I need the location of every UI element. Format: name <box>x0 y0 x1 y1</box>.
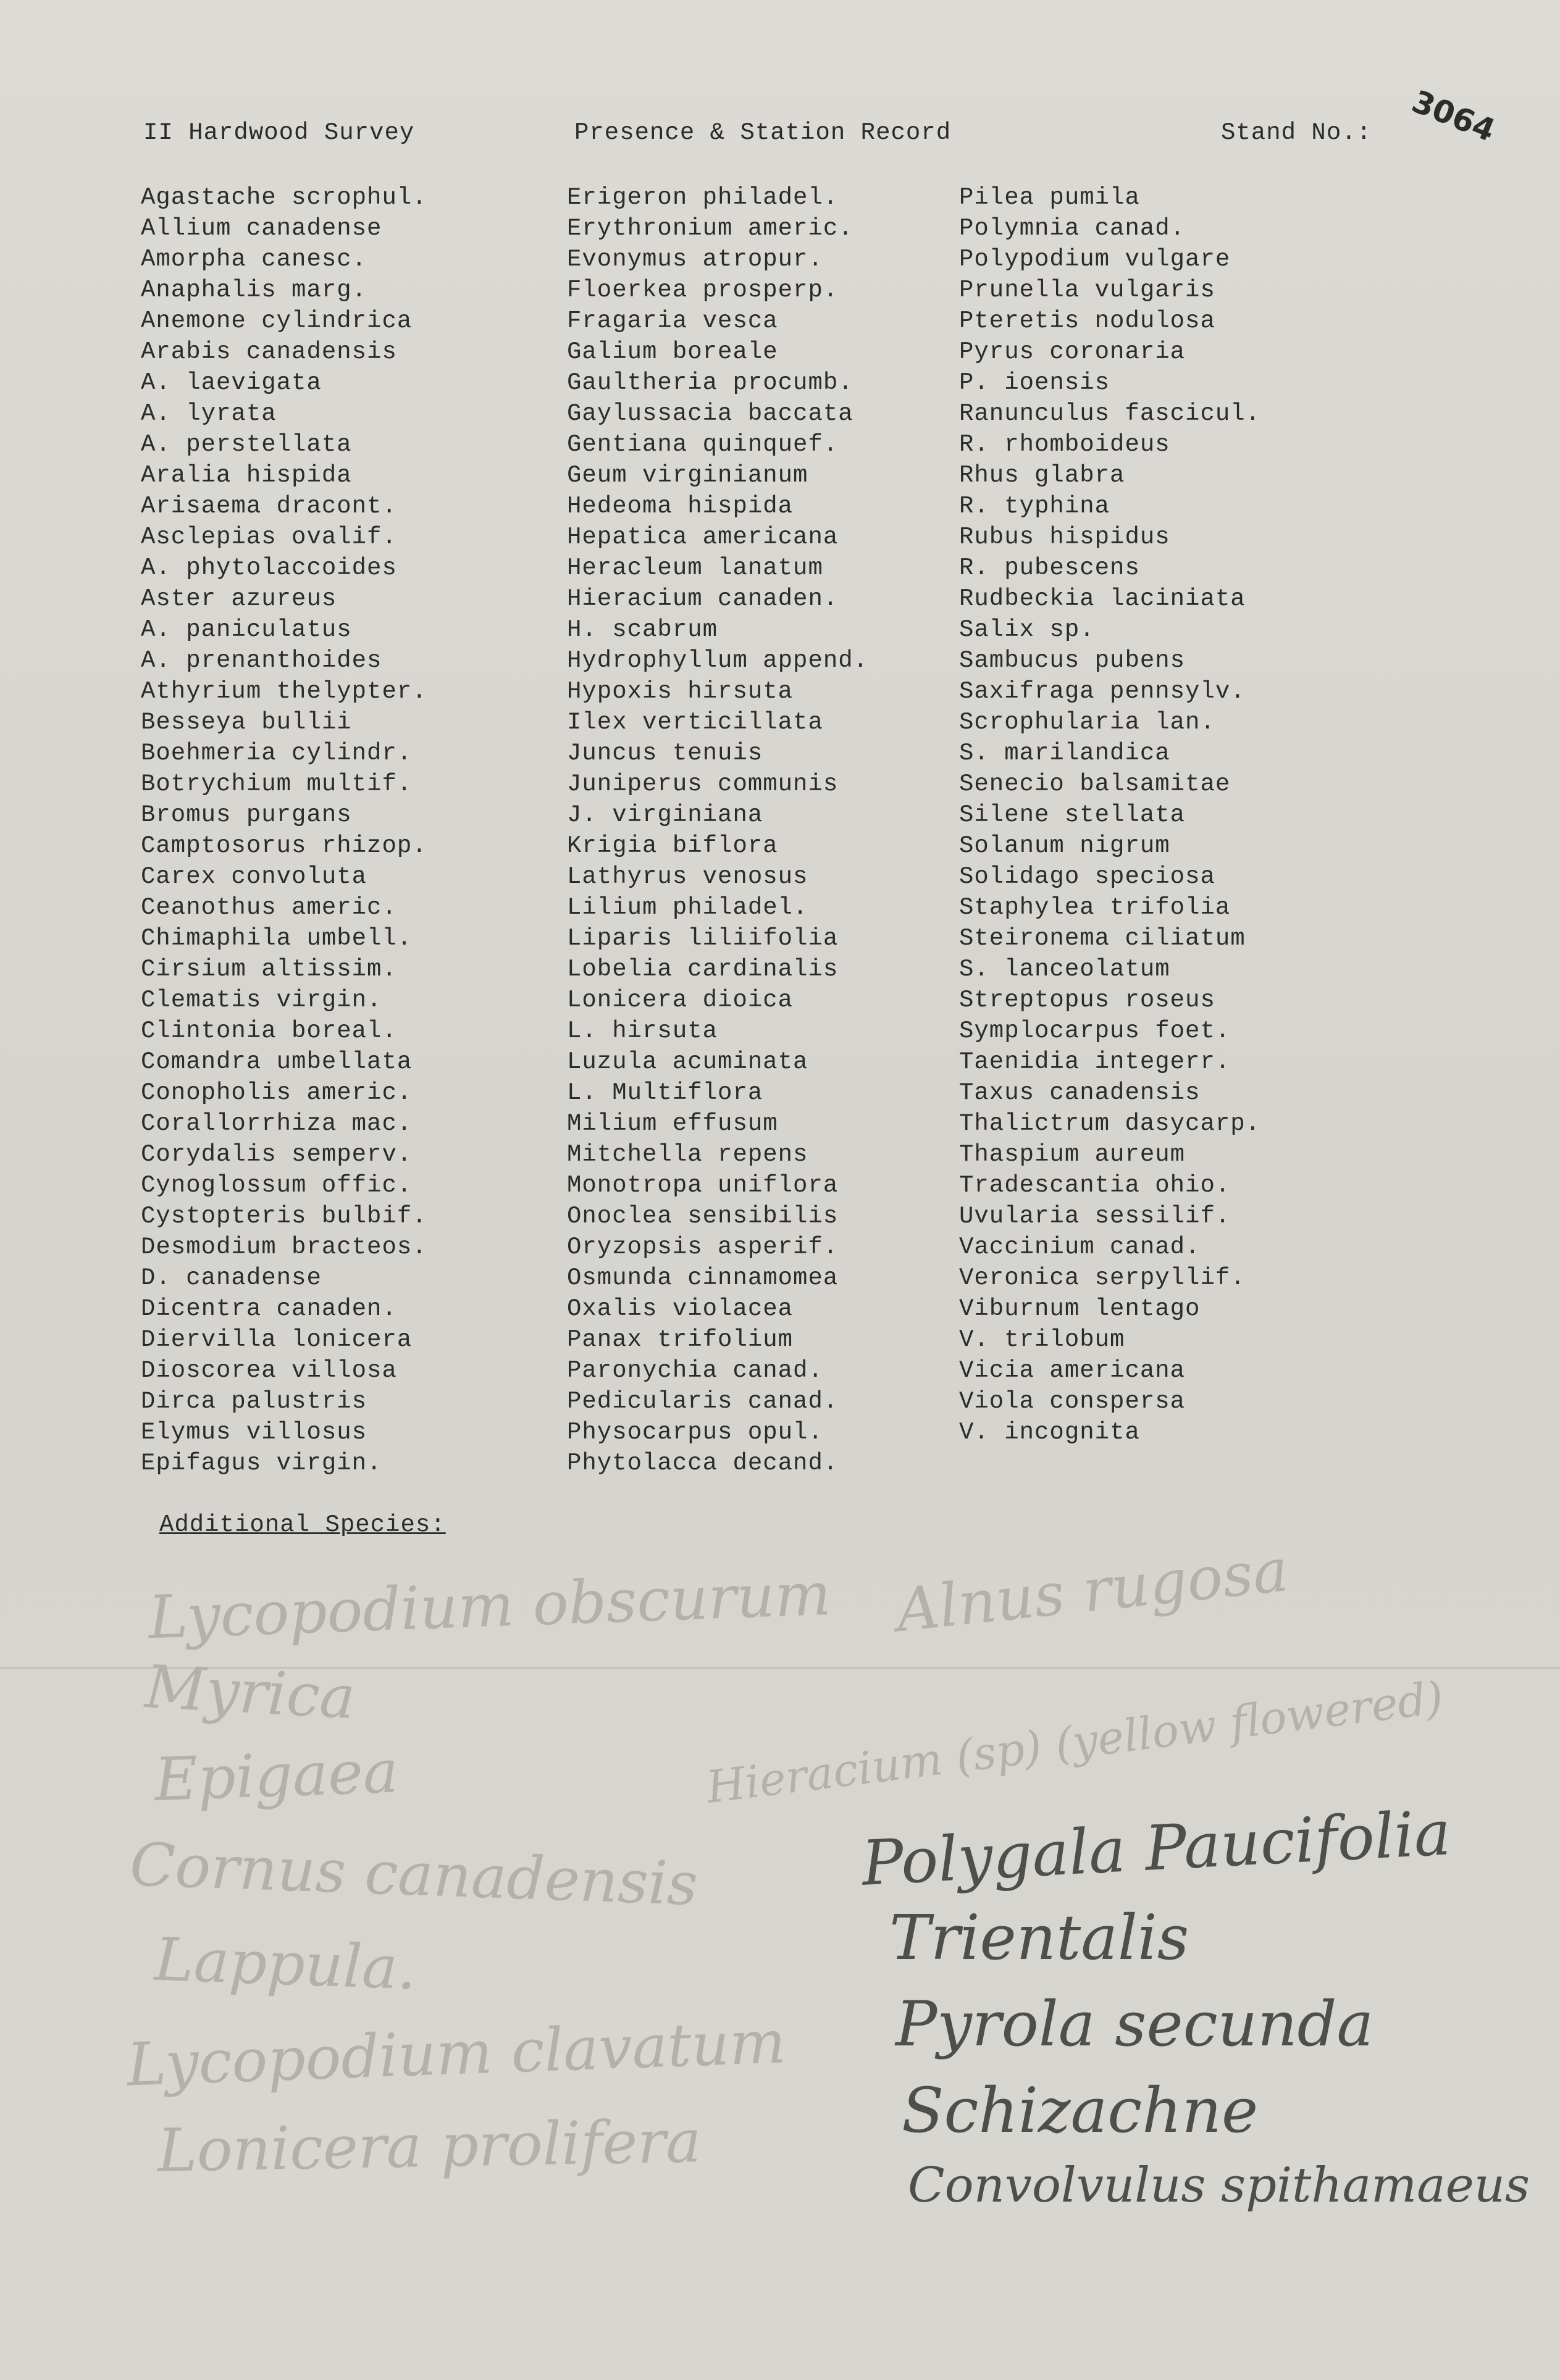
species-entry: Dioscorea villosa <box>141 1357 397 1384</box>
species-entry: Aster azureus <box>141 585 337 612</box>
species-entry: Milium effusum <box>567 1110 778 1137</box>
species-entry: Pilea pumila <box>959 184 1140 211</box>
species-entry: Paronychia canad. <box>567 1357 823 1384</box>
species-entry: H. scabrum <box>567 616 718 643</box>
species-entry: Gaultheria procumb. <box>567 369 853 396</box>
record-title: Presence & Station Record <box>574 119 952 146</box>
species-entry: Vicia americana <box>959 1357 1186 1384</box>
species-entry: Viburnum lentago <box>959 1295 1201 1322</box>
species-entry: Krigia biflora <box>567 832 778 859</box>
species-entry: Allium canadense <box>141 215 382 242</box>
handwritten-species: Pyrola secunda <box>895 1988 1374 2060</box>
species-entry: Dicentra canaden. <box>141 1295 397 1322</box>
handwritten-species: Myrica <box>143 1652 357 1732</box>
species-entry: Ceanothus americ. <box>141 894 397 921</box>
species-entry: Pedicularis canad. <box>567 1388 839 1415</box>
species-entry: Erigeron philadel. <box>567 184 839 211</box>
species-entry: D. canadense <box>141 1264 322 1292</box>
species-entry: Pyrus coronaria <box>959 338 1186 365</box>
species-entry: Corydalis semperv. <box>141 1141 413 1168</box>
species-entry: Cynoglossum offic. <box>141 1172 413 1199</box>
handwritten-species: Lycopodium clavatum <box>125 2007 787 2100</box>
species-entry: Physocarpus opul. <box>567 1419 823 1446</box>
species-entry: Liparis liliifolia <box>567 925 839 952</box>
species-entry: Steironema ciliatum <box>959 925 1246 952</box>
survey-title: II Hardwood Survey <box>143 119 415 146</box>
species-entry: Elymus villosus <box>141 1419 367 1446</box>
species-entry: Hypoxis hirsuta <box>567 678 794 705</box>
species-entry: Aralia hispida <box>141 462 352 489</box>
species-entry: Fragaria vesca <box>567 307 778 335</box>
species-entry: Pteretis nodulosa <box>959 307 1215 335</box>
species-entry: Gaylussacia baccata <box>567 400 853 427</box>
species-entry: Rubus hispidus <box>959 524 1170 551</box>
species-entry: Mitchella repens <box>567 1141 808 1168</box>
species-entry: Comandra umbellata <box>141 1048 413 1075</box>
species-entry: Phytolacca decand. <box>567 1450 839 1477</box>
species-entry: Evonymus atropur. <box>567 246 823 273</box>
species-entry: Dirca palustris <box>141 1388 367 1415</box>
species-entry: Silene stellata <box>959 801 1186 829</box>
handwritten-species: Polygala Paucifolia <box>860 1797 1453 1900</box>
species-entry: Scrophularia lan. <box>959 709 1215 736</box>
species-entry: Prunella vulgaris <box>959 277 1215 304</box>
species-entry: Staphylea trifolia <box>959 894 1231 921</box>
species-entry: Geum virginianum <box>567 462 808 489</box>
species-entry: Ilex verticillata <box>567 709 823 736</box>
species-entry: Lobelia cardinalis <box>567 956 839 983</box>
species-entry: Amorpha canesc. <box>141 246 367 273</box>
species-entry: Rhus glabra <box>959 462 1125 489</box>
species-entry: Juncus tenuis <box>567 740 763 767</box>
species-entry: Floerkea prosperp. <box>567 277 839 304</box>
species-entry: Viola conspersa <box>959 1388 1186 1415</box>
species-entry: Asclepias ovalif. <box>141 524 397 551</box>
species-entry: A. lyrata <box>141 400 277 427</box>
species-entry: A. laevigata <box>141 369 322 396</box>
species-entry: Saxifraga pennsylv. <box>959 678 1246 705</box>
species-entry: Solanum nigrum <box>959 832 1170 859</box>
species-entry: Hepatica americana <box>567 524 839 551</box>
species-entry: Rudbeckia laciniata <box>959 585 1246 612</box>
species-entry: Symplocarpus foet. <box>959 1017 1231 1045</box>
species-entry: Hydrophyllum append. <box>567 647 869 674</box>
species-entry: Arabis canadensis <box>141 338 397 365</box>
species-entry: Clintonia boreal. <box>141 1017 397 1045</box>
species-entry: J. virginiana <box>567 801 763 829</box>
species-entry: Cirsium altissim. <box>141 956 397 983</box>
species-entry: Arisaema dracont. <box>141 493 397 520</box>
species-entry: L. Multiflora <box>567 1079 763 1106</box>
handwritten-species: Lonicera prolifera <box>157 2107 702 2186</box>
species-entry: Gentiana quinquef. <box>567 431 839 458</box>
stand-label: Stand No.: <box>1221 119 1372 146</box>
species-entry: P. ioensis <box>959 369 1110 396</box>
species-entry: A. phytolaccoides <box>141 554 397 582</box>
species-entry: Taenidia integerr. <box>959 1048 1231 1075</box>
species-entry: Anemone cylindrica <box>141 307 413 335</box>
species-entry: R. pubescens <box>959 554 1140 582</box>
species-entry: Senecio balsamitae <box>959 770 1231 798</box>
species-entry: Salix sp. <box>959 616 1095 643</box>
species-entry: Diervilla lonicera <box>141 1326 413 1353</box>
species-entry: Oryzopsis asperif. <box>567 1234 839 1261</box>
species-entry: Desmodium bracteos. <box>141 1234 427 1261</box>
species-entry: Solidago speciosa <box>959 863 1215 890</box>
species-entry: Chimaphila umbell. <box>141 925 413 952</box>
species-entry: Besseya bullii <box>141 709 352 736</box>
handwritten-species: Hieracium (sp) (yellow flowered) <box>703 1671 1446 1813</box>
handwritten-species: Alnus rugosa <box>892 1535 1292 1645</box>
species-entry: S. marilandica <box>959 740 1170 767</box>
species-entry: Hedeoma hispida <box>567 493 794 520</box>
species-column-3 <box>959 182 1260 1448</box>
species-entry: R. rhomboideus <box>959 431 1170 458</box>
species-entry: Agastache scrophul. <box>141 184 427 211</box>
species-entry: Galium boreale <box>567 338 778 365</box>
handwritten-species: Lycopodium obscurum <box>147 1559 832 1653</box>
species-entry: Onoclea sensibilis <box>567 1203 839 1230</box>
handwritten-species: Schizachne <box>902 2074 1259 2147</box>
species-entry: Streptopus roseus <box>959 987 1215 1014</box>
species-entry: Botrychium multif. <box>141 770 413 798</box>
species-entry: R. typhina <box>959 493 1110 520</box>
species-entry: Camptosorus rhizop. <box>141 832 427 859</box>
stand-number: 3064 <box>1407 83 1501 149</box>
species-entry: Clematis virgin. <box>141 987 382 1014</box>
species-entry: Conopholis americ. <box>141 1079 413 1106</box>
species-entry: Osmunda cinnamomea <box>567 1264 839 1292</box>
handwritten-species: Cornus canadensis <box>128 1829 699 1919</box>
species-column-1 <box>141 182 427 1479</box>
species-entry: Athyrium thelypter. <box>141 678 427 705</box>
species-entry: Sambucus pubens <box>959 647 1186 674</box>
species-entry: Hieracium canaden. <box>567 585 839 612</box>
species-entry: Polypodium vulgare <box>959 246 1231 273</box>
species-entry: V. incognita <box>959 1419 1140 1446</box>
handwritten-species: Trientalis <box>889 1902 1189 1974</box>
species-entry: Monotropa uniflora <box>567 1172 839 1199</box>
species-entry: S. lanceolatum <box>959 956 1170 983</box>
species-entry: Oxalis violacea <box>567 1295 794 1322</box>
species-entry: Lathyrus venosus <box>567 863 808 890</box>
species-entry: Lilium philadel. <box>567 894 808 921</box>
species-entry: Luzula acuminata <box>567 1048 808 1075</box>
species-column-2 <box>567 182 868 1479</box>
species-entry: Epifagus virgin. <box>141 1450 382 1477</box>
species-entry: Thaspium aureum <box>959 1141 1186 1168</box>
species-entry: Corallorrhiza mac. <box>141 1110 413 1137</box>
species-entry: Lonicera dioica <box>567 987 794 1014</box>
species-entry: Ranunculus fascicul. <box>959 400 1261 427</box>
species-entry: Heracleum lanatum <box>567 554 823 582</box>
species-entry: Erythronium americ. <box>567 215 853 242</box>
species-entry: V. trilobum <box>959 1326 1125 1353</box>
species-entry: Juniperus communis <box>567 770 839 798</box>
species-entry: A. perstellata <box>141 431 352 458</box>
species-entry: Thalictrum dasycarp. <box>959 1110 1261 1137</box>
species-entry: Vaccinium canad. <box>959 1234 1201 1261</box>
species-entry: Uvularia sessilif. <box>959 1203 1231 1230</box>
species-entry: Cystopteris bulbif. <box>141 1203 427 1230</box>
handwritten-species: Convolvulus spithamaeus <box>908 2158 1530 2213</box>
species-entry: Tradescantia ohio. <box>959 1172 1231 1199</box>
handwritten-species: Lappula. <box>153 1924 417 2003</box>
handwritten-species: Epigaea <box>153 1737 400 1814</box>
species-entry: Boehmeria cylindr. <box>141 740 413 767</box>
species-entry: Veronica serpyllif. <box>959 1264 1246 1292</box>
species-entry: L. hirsuta <box>567 1017 718 1045</box>
species-entry: A. paniculatus <box>141 616 352 643</box>
additional-species-label: Additional Species: <box>159 1511 446 1539</box>
species-entry: Panax trifolium <box>567 1326 794 1353</box>
species-entry: Polymnia canad. <box>959 215 1186 242</box>
species-entry: Anaphalis marg. <box>141 277 367 304</box>
species-entry: A. prenanthoides <box>141 647 382 674</box>
species-entry: Carex convoluta <box>141 863 367 890</box>
species-entry: Bromus purgans <box>141 801 352 829</box>
species-entry: Taxus canadensis <box>959 1079 1201 1106</box>
